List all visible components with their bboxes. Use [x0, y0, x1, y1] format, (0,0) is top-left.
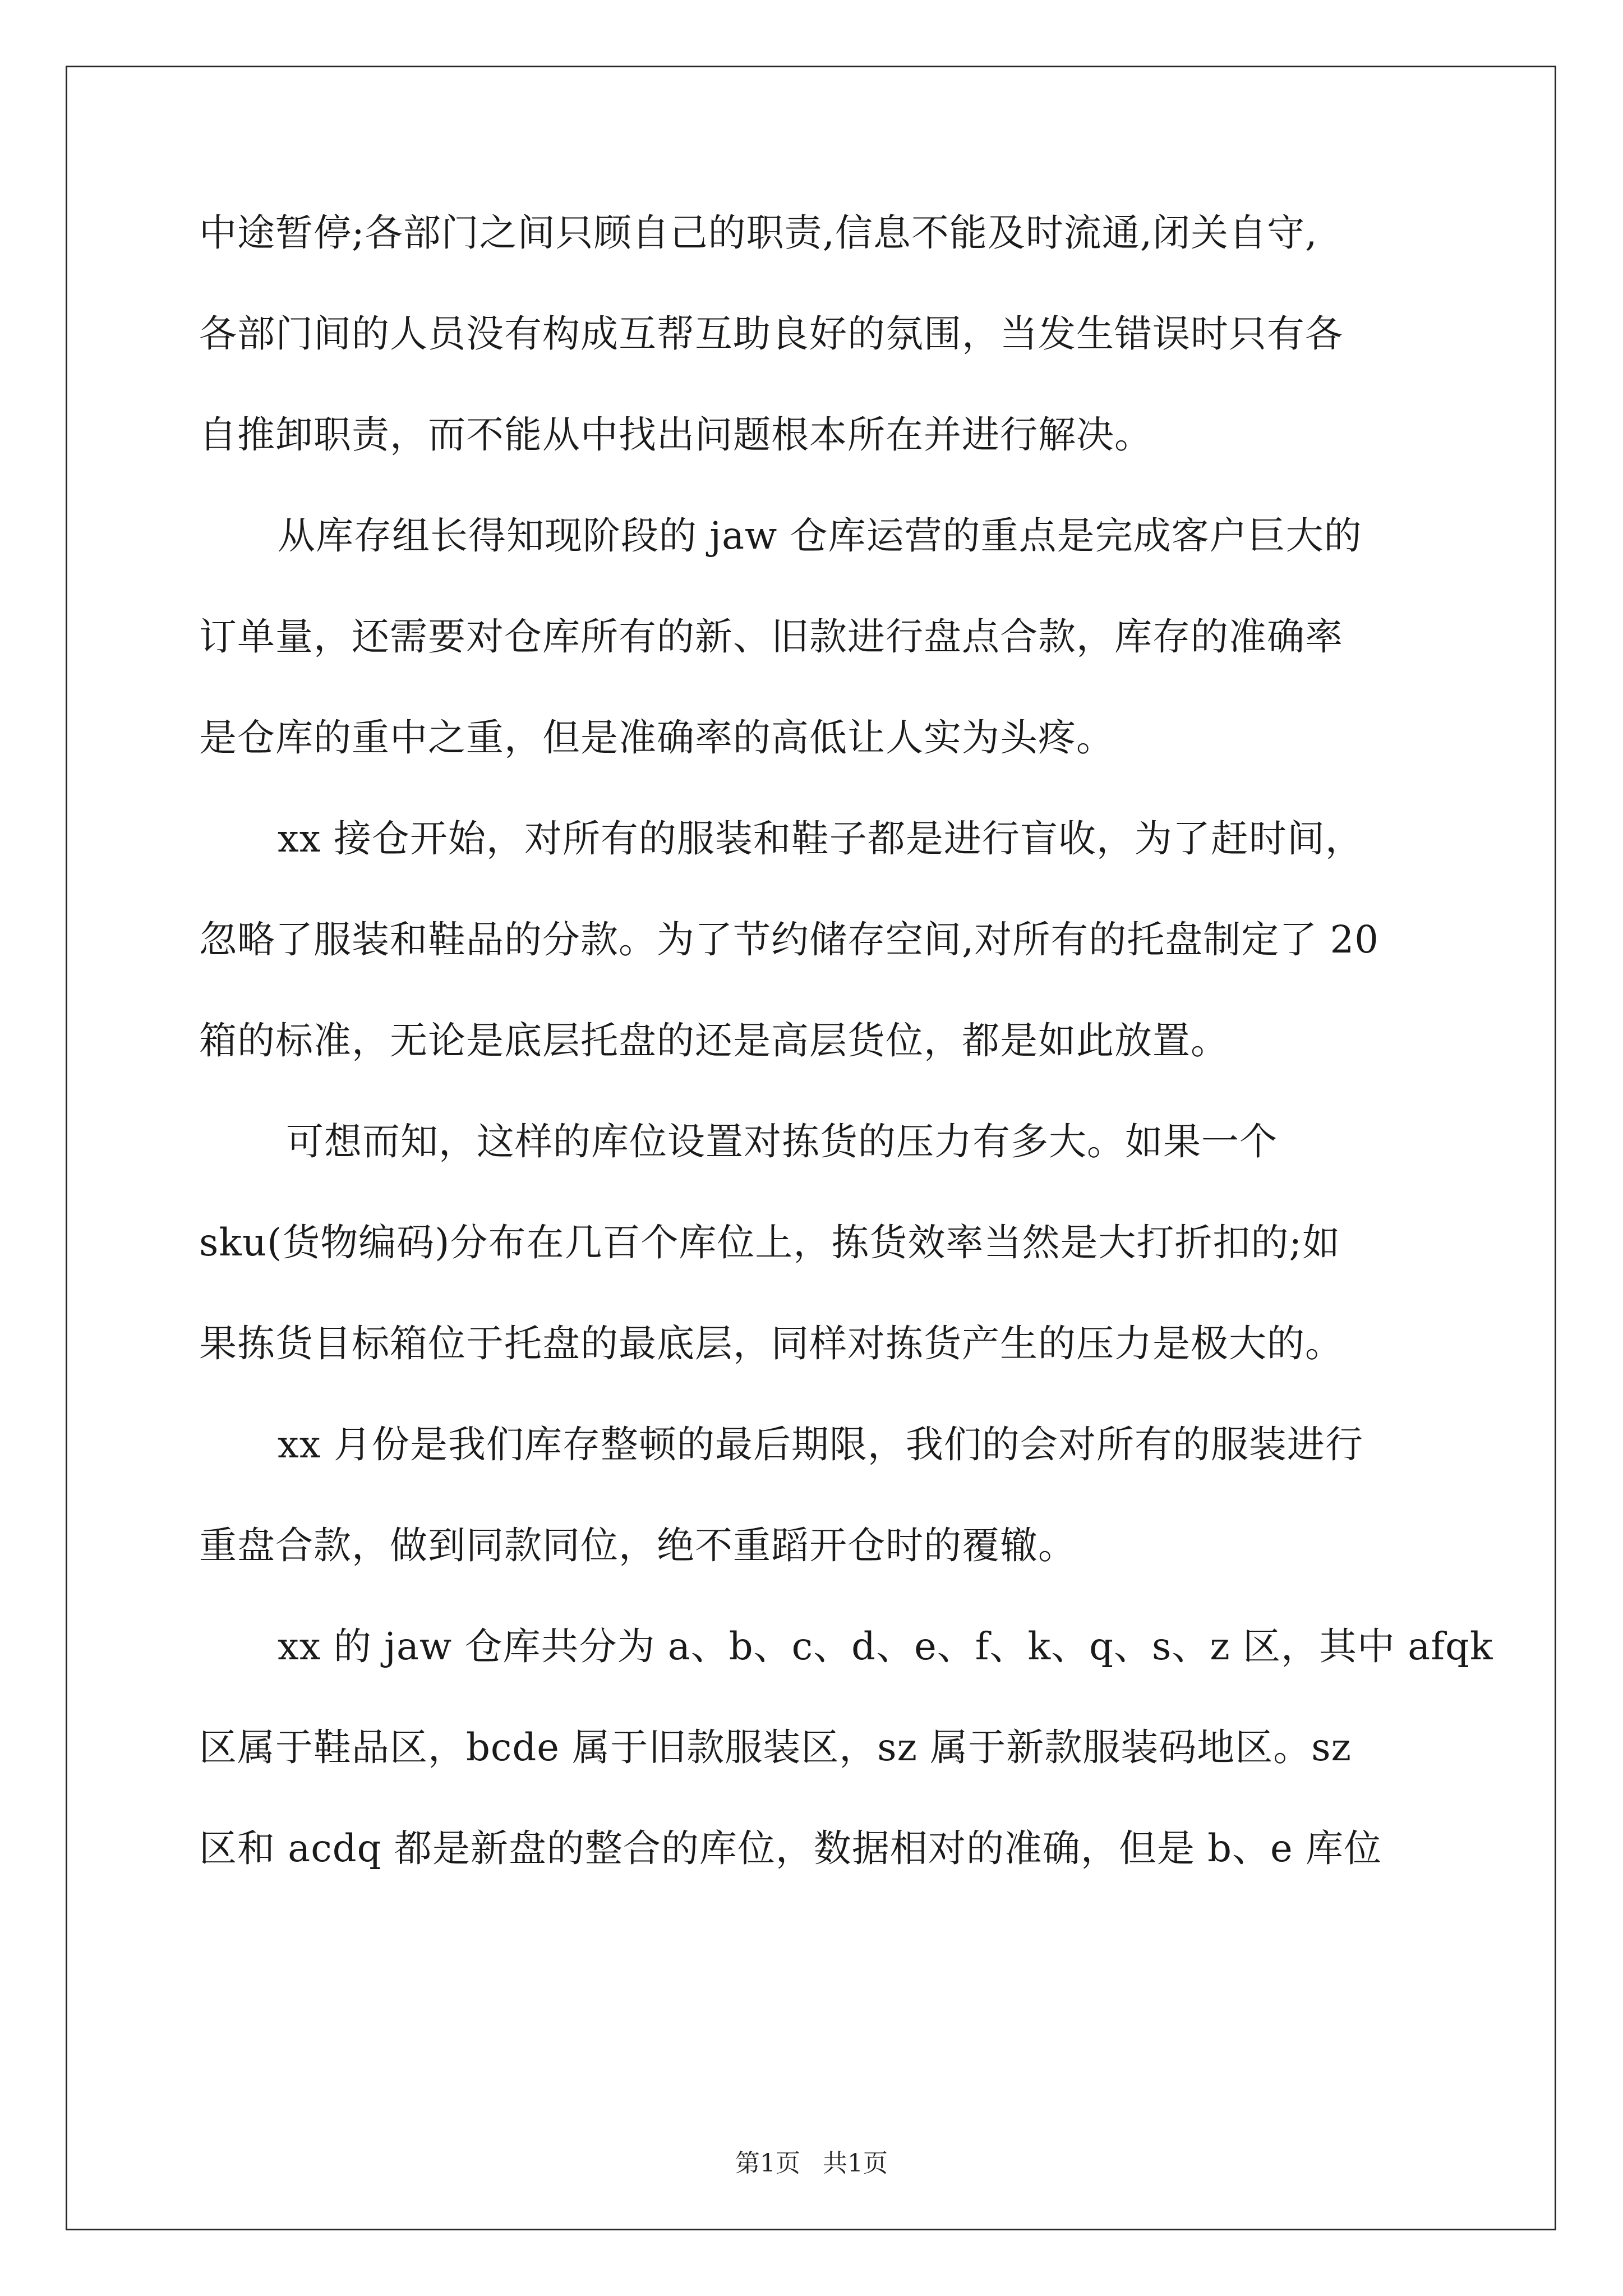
text-line: 重盘合款，做到同款同位，绝不重蹈开仓时的覆辙。	[199, 1524, 1076, 1567]
page-total: 共1页	[823, 2149, 888, 2178]
text-line: 忽略了服装和鞋品的分款。为了节约储存空间,对所有的托盘制定了 20	[199, 918, 1379, 961]
paragraph-start-line: xx 月份是我们库存整顿的最后期限，我们的会对所有的服装进行	[278, 1423, 1363, 1466]
text-line: 中途暂停;各部门之间只顾自己的职责,信息不能及时流通,闭关自守,	[199, 211, 1318, 255]
text-line: 区和 acdq 都是新盘的整合的库位，数据相对的准确，但是 b、e 库位	[199, 1826, 1382, 1870]
text-line: 箱的标准，无论是底层托盘的还是高层货位，都是如此放置。	[199, 1019, 1229, 1062]
text-line: 各部门间的人员没有构成互帮互助良好的氛围，当发生错误时只有各	[199, 312, 1343, 356]
paragraph-start-line: 从库存组长得知现阶段的 jaw 仓库运营的重点是完成客户巨大的	[278, 514, 1362, 558]
paragraph-start-line: 可想而知，这样的库位设置对拣货的压力有多大。如果一个	[286, 1120, 1278, 1163]
text-line: 果拣货目标箱位于托盘的最底层，同样对拣货产生的压力是极大的。	[199, 1322, 1343, 1365]
text-line: 区属于鞋品区，bcde 属于旧款服装区，sz 属于新款服装码地区。sz	[199, 1726, 1352, 1769]
text-line: sku(货物编码)分布在几百个库位上，拣货效率当然是大打折扣的;如	[199, 1221, 1340, 1264]
text-line: 自推卸职责，而不能从中找出问题根本所在并进行解决。	[199, 413, 1152, 457]
page-footer	[0, 2143, 1623, 2179]
text-line: 是仓库的重中之重，但是准确率的高低让人实为头疼。	[199, 716, 1114, 760]
page-number: 第1页	[735, 2149, 800, 2178]
paragraph-start-line: xx 的 jaw 仓库共分为 a、b、c、d、e、f、k、q、s、z 区，其中 afqk	[278, 1625, 1493, 1668]
paragraph-start-line: xx 接仓开始，对所有的服装和鞋子都是进行盲收，为了赶时间，	[278, 817, 1363, 861]
text-line: 订单量，还需要对仓库所有的新、旧款进行盘点合款，库存的准确率	[199, 615, 1343, 659]
